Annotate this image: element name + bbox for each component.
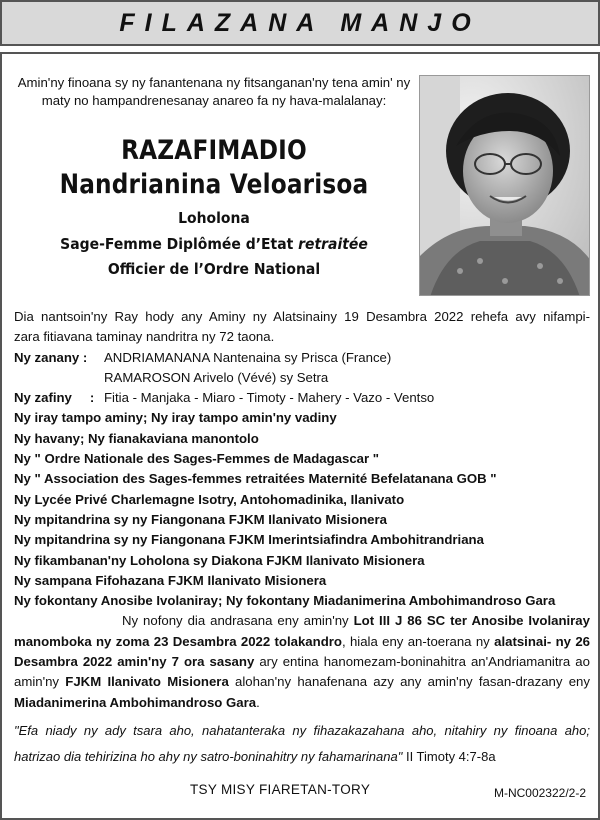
portrait-photo xyxy=(419,75,590,296)
announcement-line-1: Dia nantsoin'ny Ray hody any Aminy ny Alatsinainy 19 Desambra 2022 rehefa avy nifampi- xyxy=(14,309,590,324)
intro-text: Amin'ny finoana sy ny fanantenana ny fitsanganan'ny tena amin' ny maty no hampandrenesanay anareo fa ny hava-malalanay: xyxy=(17,75,411,108)
bible-quote xyxy=(14,718,590,770)
footer-code: M-NC002322/2-2 xyxy=(493,786,586,800)
relatives-line-1: Ny iray tampo aminy; Ny iray tampo amin'ny vadiny xyxy=(14,410,337,426)
children-row xyxy=(14,348,590,368)
deceased-title-2 xyxy=(34,235,394,253)
quote-text: "Efa niady ny ady tsara aho, nahatanteraka ny fihazakazahana aho, nitahiry ny finoana aho; hatrizao dia tehirizina ho ahy ny satro-boninahitry ny fahamarinana" xyxy=(14,723,590,764)
deceased-given-names: Nandrianina Veloarisoa xyxy=(59,169,369,200)
children-2: RAMAROSON Arivelo (Vévé) sy Setra xyxy=(104,369,329,385)
funeral-paragraph: Ny nofony dia andrasana eny amin'ny Lot III J 86 SC ter Anosibe Ivolaniray manomboka ny zoma 23 Desambra 2022 tolakandro, hiala eny an-toerana ny alatsinai- ny 26 Desambra 2022 amin'ny 7 ora sasany ary entina hanomezam-boninahitra an'Andriamanitra ao amin'ny FJKM Ilanivato Misionera alohan'ny hanafenana azy any amin'ny fasan-drazany eny Miadanimerina Ambohimandroso Gara. xyxy=(14,613,591,710)
grandchildren-names: Fitia - Manjaka - Miaro - Timoty - Mahery - Vazo - Ventso xyxy=(104,390,435,406)
grandchildren-row xyxy=(14,388,590,408)
deceased-title-2-main: Sage-Femme Diplômée d’Etat xyxy=(60,235,294,253)
relatives-line-4: Ny " Association des Sages-femmes retraitées Maternité Befelatanana GOB " xyxy=(14,471,497,487)
relatives-line-10: Ny fokontany Anosibe Ivolaniray; Ny fokontany Miadanimerina Ambohimandroso Gara xyxy=(14,593,556,609)
footer-notice: TSY MISY FIARETAN-TORY xyxy=(190,782,371,797)
header-banner xyxy=(0,0,600,46)
grandchildren-label: Ny zafiny : xyxy=(14,390,95,406)
deceased-title-2-suffix: retraitée xyxy=(298,235,368,253)
relatives-line-6: Ny mpitandrina sy ny Fiangonana FJKM Ilanivato Misionera xyxy=(14,511,387,527)
quote-reference: II Timoty 4:7-8a xyxy=(402,749,496,764)
deceased-surname: RAZAFIMADIO xyxy=(121,135,307,166)
children-1: ANDRIAMANANA Nantenaina sy Prisca (France) xyxy=(104,349,392,365)
relatives-line-7: Ny mpitandrina sy ny Fiangonana FJKM Imerintsiafindra Ambohitrandriana xyxy=(14,532,484,548)
portrait-image xyxy=(420,76,590,296)
relatives-line-2: Ny havany; Ny fianakaviana manontolo xyxy=(14,430,259,446)
relatives-line-5: Ny Lycée Privé Charlemagne Isotry, Antohomadinika, Ilanivato xyxy=(14,491,405,507)
children-label: Ny zanany : xyxy=(14,349,88,365)
announcement-line-2: zara fitiavana taminay nandritra ny 72 taona. xyxy=(14,329,275,345)
deceased-title-1: Loholona xyxy=(178,209,250,227)
children-row-2 xyxy=(14,368,590,388)
relatives-line-9: Ny sampana Fifohazana FJKM Ilanivato Misionera xyxy=(14,572,327,588)
relatives-line-3: Ny " Ordre Nationale des Sages-Femmes de Madagascar " xyxy=(14,451,380,467)
deceased-title-3: Officier de l’Ordre National xyxy=(107,260,321,278)
header-title: FILAZANA MANJO xyxy=(119,8,481,37)
relatives-line-8: Ny fikambanan'ny Loholona sy Diakona FJKM Ilanivato Misionera xyxy=(14,552,425,568)
obituary-body xyxy=(14,307,590,713)
